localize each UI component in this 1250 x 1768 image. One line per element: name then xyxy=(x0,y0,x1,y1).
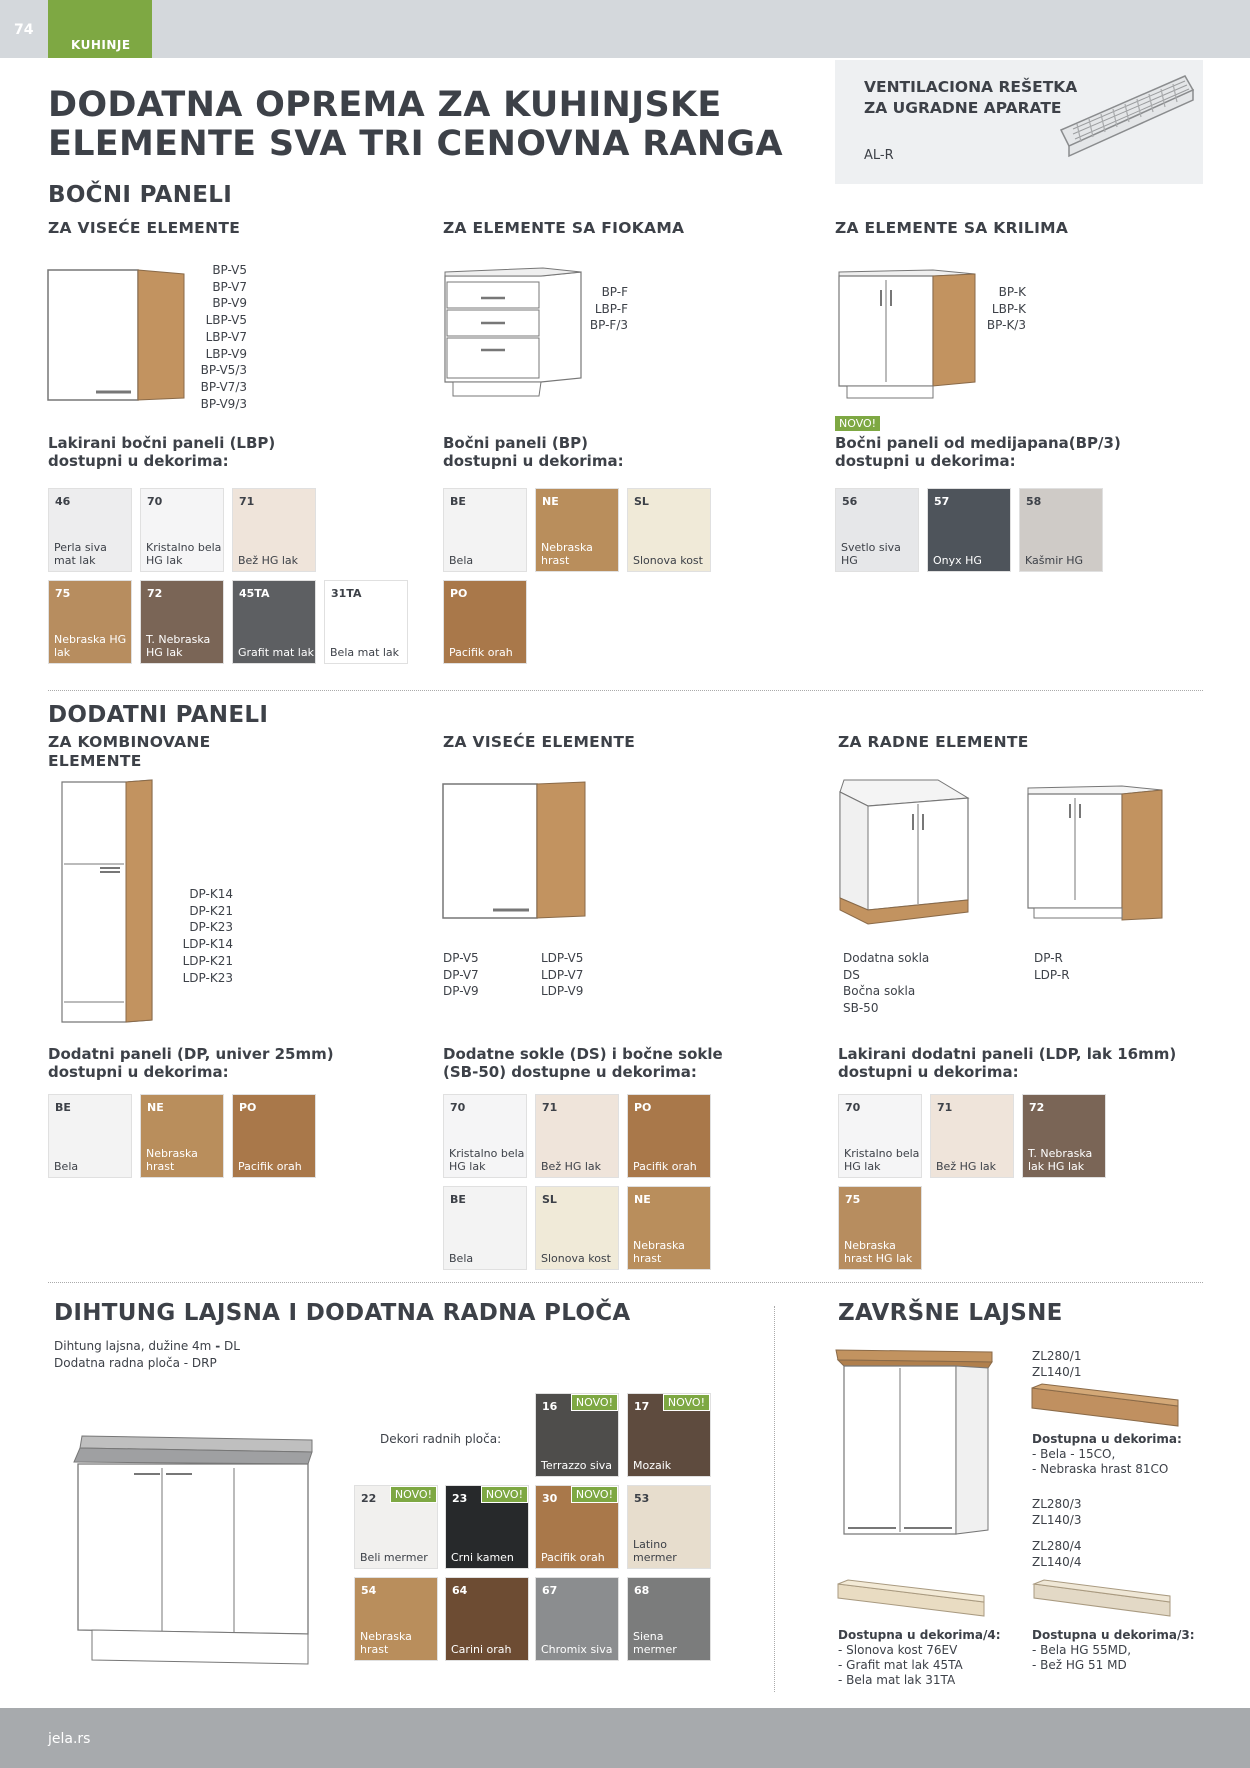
base-cabinet-plinth-image xyxy=(838,778,970,928)
bocni-col2-title: ZA ELEMENTE SA FIOKAMA xyxy=(443,219,685,237)
swatch-67 xyxy=(535,1577,619,1661)
swatch-label: Onyx HG xyxy=(933,553,982,567)
cornice-cabinet-image xyxy=(834,1348,998,1538)
swatch-code: 57 xyxy=(934,495,950,508)
novo-badge: NOVO! xyxy=(663,1394,710,1411)
swatch-label: Bela xyxy=(449,1251,474,1265)
section-dihtung-heading: DIHTUNG LAJSNA I DODATNA RADNA PLOČA xyxy=(54,1300,631,1326)
footer-site[interactable]: jela.rs xyxy=(48,1731,91,1747)
swatch-54 xyxy=(354,1577,438,1661)
swatch-code: NE xyxy=(542,495,559,508)
bp3-available-text: Bočni paneli od medijapana(BP/3) dostupni u dekorima: xyxy=(835,434,1121,470)
swatch-code: 46 xyxy=(55,495,71,508)
swatch-code: 71 xyxy=(937,1101,953,1114)
swatch-SL xyxy=(627,488,711,572)
swatch-72 xyxy=(1022,1094,1106,1178)
swatch-75 xyxy=(838,1186,922,1270)
swatch-BE xyxy=(48,1094,132,1178)
bocni-col3-codes: BP-K LBP-K BP-K/3 xyxy=(986,285,1026,333)
swatch-code: 70 xyxy=(845,1101,861,1114)
swatch-56 xyxy=(835,488,919,572)
dp-available-text: Dodatni paneli (DP, univer 25mm) dostupni u dekorima: xyxy=(48,1045,334,1081)
swatch-code: PO xyxy=(634,1101,652,1114)
swatch-label: T. Nebraska HG lak xyxy=(146,633,211,659)
bocni-col1-codes: BP-V5 BP-V7 BP-V9 LBP-V5 LBP-V7 LBP-V9 BP-V5/3 BP-V7/3 BP-V9/3 xyxy=(200,263,247,411)
swatch-code: BE xyxy=(55,1101,71,1114)
swatch-label: Beli mermer xyxy=(360,1550,428,1564)
trim-light-image xyxy=(1032,1578,1172,1624)
tall-cabinet-image xyxy=(60,780,160,1025)
countertop-cabinet-image xyxy=(72,1434,320,1668)
swatch-code: 68 xyxy=(634,1584,650,1597)
swatch-75 xyxy=(48,580,132,664)
zavrsne-codes3: ZL280/3 ZL140/3 xyxy=(1032,1497,1082,1527)
swatch-31TA xyxy=(324,580,408,664)
swatch-53 xyxy=(627,1485,711,1569)
swatch-70 xyxy=(443,1094,527,1178)
swatch-code: 23 xyxy=(452,1492,468,1505)
swatch-label: Svetlo siva HG xyxy=(841,541,901,567)
dodatni-col2-codes-a: DP-V5 DP-V7 DP-V9 xyxy=(443,951,479,999)
dodatni-col3-title: ZA RADNE ELEMENTE xyxy=(838,733,1029,751)
swatch-label: Pacifik orah xyxy=(238,1159,302,1173)
swatch-code: 75 xyxy=(845,1193,861,1206)
swatch-label: Bela mat lak xyxy=(330,645,400,659)
divider xyxy=(48,690,1203,691)
swatch-code: 72 xyxy=(147,587,163,600)
dekori-label: Dekori radnih ploča: xyxy=(380,1432,502,1446)
swatch-label: Carini orah xyxy=(451,1642,512,1656)
swatch-label: Siena mermer xyxy=(633,1630,677,1656)
swatch-code: 58 xyxy=(1026,495,1042,508)
swatch-code: 75 xyxy=(55,587,71,600)
swatch-code: 16 xyxy=(542,1400,558,1413)
swatch-PO xyxy=(627,1094,711,1178)
dodatni-col2-codes-b: LDP-V5 LDP-V7 LDP-V9 xyxy=(541,951,584,999)
dihtung-text: Dihtung lajsna, dužine 4m - DL Dodatna radna ploča - DRP xyxy=(54,1339,240,1370)
zavrsne-codes1: ZL280/1 ZL140/1 xyxy=(1032,1349,1082,1379)
swatch-68 xyxy=(627,1577,711,1661)
swatch-label: Kristalno bela HG lak xyxy=(844,1147,920,1173)
swatch-label: Terrazzo siva xyxy=(541,1458,613,1472)
swatch-label: Kristalno bela HG lak xyxy=(146,541,222,567)
swatch-label: Mozaik xyxy=(633,1458,672,1472)
section-dodatni-heading: DODATNI PANELI xyxy=(48,702,269,728)
swatch-code: 45TA xyxy=(239,587,270,600)
swatch-label: Bela xyxy=(54,1159,79,1173)
swatch-NE xyxy=(535,488,619,572)
swatch-label: Slonova kost xyxy=(633,553,703,567)
vent-title: VENTILACIONA REŠETKA ZA UGRADNE APARATE xyxy=(864,78,1078,117)
swatch-label: Nebraska hrast xyxy=(633,1239,685,1265)
swatch-17 xyxy=(627,1393,711,1477)
novo-badge: NOVO! xyxy=(481,1486,528,1503)
swatch-label: Grafit mat lak xyxy=(238,645,314,659)
swatch-code: NE xyxy=(634,1193,651,1206)
bp-available-text: Bočni paneli (BP) dostupni u dekorima: xyxy=(443,434,624,470)
swatch-label: Bež HG lak xyxy=(936,1159,997,1173)
swatch-46 xyxy=(48,488,132,572)
swatch-code: 67 xyxy=(542,1584,558,1597)
swatch-70 xyxy=(838,1094,922,1178)
novo-badge: NOVO! xyxy=(571,1486,618,1503)
swatch-label: Crni kamen xyxy=(451,1550,514,1564)
trim-ivory-image xyxy=(836,1578,986,1624)
vertical-divider xyxy=(774,1306,775,1692)
swatch-code: 64 xyxy=(452,1584,468,1597)
top-bar xyxy=(0,0,1250,58)
swatch-code: 31TA xyxy=(331,587,362,600)
swatch-45TA xyxy=(232,580,316,664)
swatch-code: 53 xyxy=(634,1492,650,1505)
swatch-label: Latino mermer xyxy=(633,1538,677,1564)
lbp-available-text: Lakirani bočni paneli (LBP) dostupni u dekorima: xyxy=(48,434,276,470)
dodatni-col2-title: ZA VISEĆE ELEMENTE xyxy=(443,733,636,751)
vent-grille-image xyxy=(1053,68,1198,178)
swatch-code: 56 xyxy=(842,495,858,508)
swatch-label: Bež HG lak xyxy=(541,1159,602,1173)
zavrsne-avail1: Dostupna u dekorima: - Bela - 15CO, - Nebraska hrast 81CO xyxy=(1032,1432,1182,1476)
swatch-code: 30 xyxy=(542,1492,558,1505)
swatch-code: 71 xyxy=(542,1101,558,1114)
swatch-label: Nebraska hrast HG lak xyxy=(844,1239,913,1265)
bocni-col3-title: ZA ELEMENTE SA KRILIMA xyxy=(835,219,1069,237)
swatch-NE xyxy=(627,1186,711,1270)
section-bocni-heading: BOČNI PANELI xyxy=(48,182,233,208)
page-number: 74 xyxy=(14,22,34,38)
swatch-label: Nebraska HG lak xyxy=(54,633,127,659)
swatch-BE xyxy=(443,488,527,572)
dodatni-col1-title: ZA KOMBINOVANE ELEMENTE xyxy=(48,733,211,770)
swatch-label: Pacifik orah xyxy=(449,645,513,659)
swatch-PO xyxy=(443,580,527,664)
swatch-23 xyxy=(445,1485,529,1569)
novo-badge: NOVO! xyxy=(390,1486,437,1503)
swatch-SL xyxy=(535,1186,619,1270)
bocni-col1-title: ZA VISEĆE ELEMENTE xyxy=(48,219,241,237)
zavrsne-avail3: Dostupna u dekorima/3: - Bela HG 55MD, - Bež HG 51 MD xyxy=(1032,1628,1195,1672)
swatch-code: PO xyxy=(239,1101,257,1114)
dodatni-col1-codes: DP-K14 DP-K21 DP-K23 LDP-K14 LDP-K21 LDP-K23 xyxy=(182,887,233,985)
swatch-16 xyxy=(535,1393,619,1477)
swatch-label: Perla siva mat lak xyxy=(54,541,107,567)
vent-grille-box xyxy=(835,60,1203,184)
zavrsne-avail4: Dostupna u dekorima/4: - Slonova kost 76EV - Grafit mat lak 45TA - Bela mat lak 31TA xyxy=(838,1628,1001,1687)
ds-available-text: Dodatne sokle (DS) i bočne sokle (SB-50) dostupne u dekorima: xyxy=(443,1045,723,1081)
swatch-label: Kašmir HG xyxy=(1025,553,1084,567)
swatch-label: Bela xyxy=(449,553,474,567)
bocni-col2-codes: BP-F LBP-F BP-F/3 xyxy=(589,285,628,333)
novo-badge: NOVO! xyxy=(835,416,880,431)
swatch-71 xyxy=(535,1094,619,1178)
swatch-label: Slonova kost xyxy=(541,1251,611,1265)
swatch-71 xyxy=(232,488,316,572)
swatch-code: 54 xyxy=(361,1584,377,1597)
swatch-code: 72 xyxy=(1029,1101,1045,1114)
swatch-code: BE xyxy=(450,1193,466,1206)
trim-wood-image xyxy=(1030,1384,1180,1430)
swatch-71 xyxy=(930,1094,1014,1178)
swatch-BE xyxy=(443,1186,527,1270)
swatch-label: Nebraska hrast xyxy=(541,541,593,567)
swatch-22 xyxy=(354,1485,438,1569)
dodatni-col3-codes-a: Dodatna sokla DS Bočna sokla SB-50 xyxy=(843,951,930,1016)
vent-code: AL-R xyxy=(864,148,894,163)
swatch-57 xyxy=(927,488,1011,572)
swatch-code: 70 xyxy=(147,495,163,508)
divider-2 xyxy=(48,1282,1203,1283)
zavrsne-codes4: ZL280/4 ZL140/4 xyxy=(1032,1539,1082,1569)
swatch-58 xyxy=(1019,488,1103,572)
base-cabinet-panel-image xyxy=(1026,784,1166,924)
swatch-70 xyxy=(140,488,224,572)
footer-bar xyxy=(0,1708,1250,1768)
swatch-code: SL xyxy=(634,495,649,508)
swatch-code: 17 xyxy=(634,1400,650,1413)
swatch-label: Kristalno bela HG lak xyxy=(449,1147,525,1173)
swatch-label: Pacifik orah xyxy=(633,1159,697,1173)
swatch-code: 71 xyxy=(239,495,255,508)
section-zavrsne-heading: ZAVRŠNE LAJSNE xyxy=(838,1300,1063,1326)
swatch-code: 22 xyxy=(361,1492,377,1505)
swatch-code: 70 xyxy=(450,1101,466,1114)
swatch-label: Nebraska hrast xyxy=(360,1630,412,1656)
swatch-72 xyxy=(140,580,224,664)
swatch-label: T. Nebraska lak HG lak xyxy=(1028,1147,1093,1173)
swatch-NE xyxy=(140,1094,224,1178)
swatch-64 xyxy=(445,1577,529,1661)
swatch-code: SL xyxy=(542,1193,557,1206)
ldp-available-text: Lakirani dodatni paneli (LDP, lak 16mm) dostupni u dekorima: xyxy=(838,1045,1177,1081)
swatch-label: Bež HG lak xyxy=(238,553,299,567)
swatch-label: Chromix siva xyxy=(541,1642,613,1656)
swatch-label: Nebraska hrast xyxy=(146,1147,198,1173)
swatch-code: PO xyxy=(450,587,468,600)
dodatni-col3-codes-b: DP-R LDP-R xyxy=(1034,951,1070,982)
novo-badge: NOVO! xyxy=(571,1394,618,1411)
category-label: KUHINJE xyxy=(71,38,131,52)
swatch-label: Pacifik orah xyxy=(541,1550,605,1564)
swatch-code: BE xyxy=(450,495,466,508)
swatch-PO xyxy=(232,1094,316,1178)
swatch-code: NE xyxy=(147,1101,164,1114)
hanging-cabinet-2-image xyxy=(441,780,589,920)
page-title: DODATNA OPREMA ZA KUHINJSKE ELEMENTE SVA TRI CENOVNA RANGA xyxy=(48,85,783,164)
swatch-30 xyxy=(535,1485,619,1569)
